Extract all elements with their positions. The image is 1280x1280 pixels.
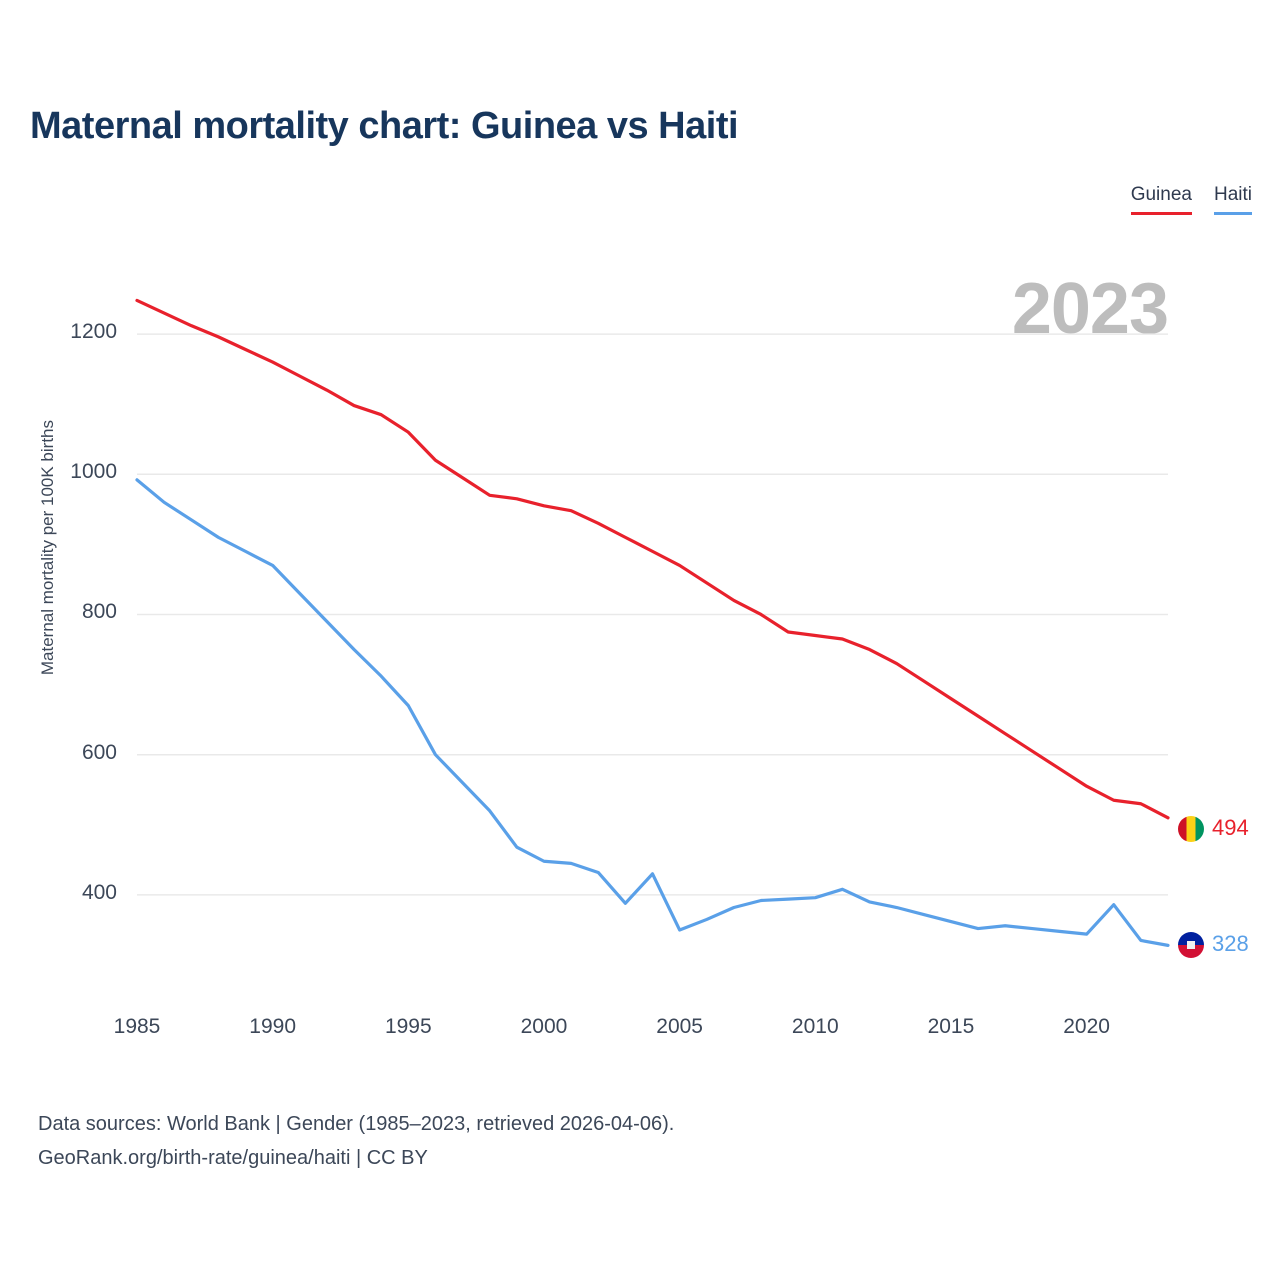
legend-item-haiti[interactable]: Haiti	[1214, 185, 1252, 215]
footer	[38, 1107, 674, 1175]
x-tick-label: 1985	[113, 1015, 161, 1038]
footer-sources: Data sources: World Bank | Gender (1985–2023, retrieved 2026-04-06).	[38, 1113, 675, 1135]
y-tick-label: 400	[81, 880, 117, 904]
x-tick-label: 1995	[384, 1015, 432, 1038]
guinea-end-value: 494	[1212, 814, 1249, 840]
y-axis-label: Maternal mortality per 100K births	[38, 420, 57, 676]
y-tick-label: 800	[81, 600, 117, 624]
y-tick-label: 1000	[70, 460, 117, 484]
haiti-flag-icon	[1178, 932, 1204, 958]
haiti-end-value: 328	[1212, 931, 1249, 957]
legend-item-guinea[interactable]: Guinea	[1131, 185, 1192, 215]
year-watermark: 2023	[1011, 269, 1168, 349]
y-tick-label: 600	[81, 740, 117, 764]
guinea-flag-icon	[1178, 816, 1204, 842]
x-tick-label: 2010	[791, 1015, 839, 1038]
x-tick-label: 2000	[520, 1015, 568, 1038]
footer-attribution: GeoRank.org/birth-rate/guinea/haiti | CC BY	[38, 1147, 428, 1169]
x-tick-label: 2020	[1063, 1015, 1110, 1038]
chart-legend	[1131, 185, 1252, 215]
x-tick-label: 2015	[927, 1015, 975, 1038]
x-tick-label: 2005	[656, 1015, 703, 1038]
x-tick-label: 1990	[249, 1015, 297, 1038]
page-title: Maternal mortality chart: Guinea vs Haiti	[30, 105, 739, 147]
y-tick-label: 1200	[70, 320, 117, 344]
